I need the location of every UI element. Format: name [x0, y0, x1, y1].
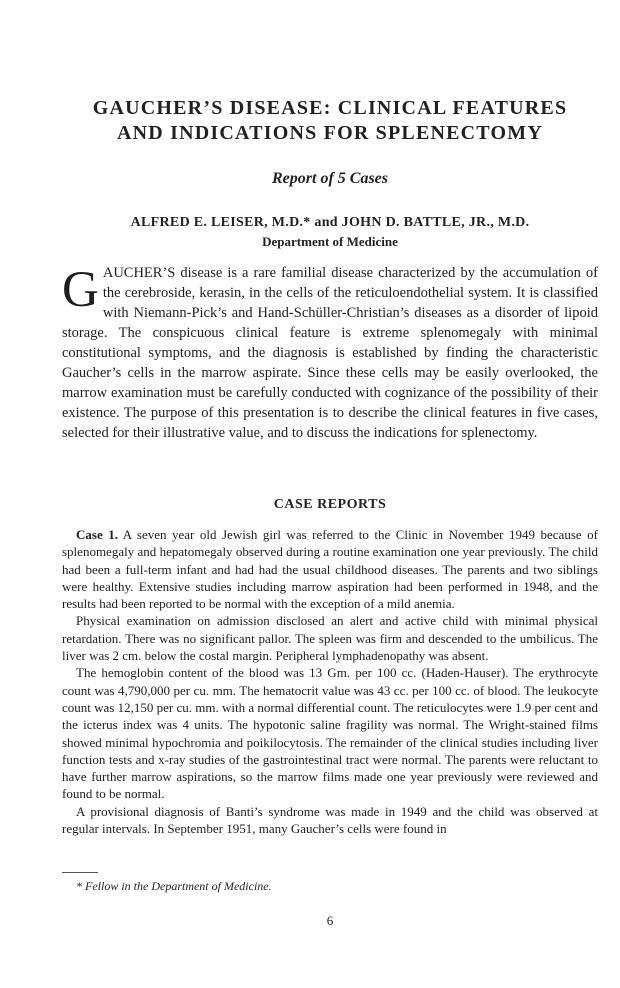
- case-1-text-1: A seven year old Jewish girl was referred to the Clinic in November 1949 because of splenomegaly and hepatomegaly observed during a routine examination one year previously. The child had been a full-term infant and had had the usual childhood diseases. The parents and two siblings were healthy. Extensive studies including marrow aspiration had been performed in 1948, and the results had been reported to be normal with the exception of a mild anemia.: [62, 527, 598, 612]
- case-1-paragraph-3: The hemoglobin content of the blood was 13 Gm. per 100 cc. (Haden-Hauser). The erythrocyte count was 4,790,000 per cu. mm. The hematocrit value was 43 cc. per 100 cc. of blood. The leukocyte count was 12,150 per cu. mm. with a normal differential count. The reticulocytes were 1.9 per cent and the icterus index was 4 units. The hypotonic saline fragility was normal. The Wright-stained films showed minimal hypochromia and poikilocytosis. The remainder of the clinical studies including liver function tests and x-ray studies of the gastrointestinal tract were normal. The parents were reluctant to have further marrow aspirations, so the marrow films made one year previously were reviewed and found to be normal.: [62, 665, 598, 802]
- author-line: ALFRED E. LEISER, M.D.* and JOHN D. BATTLE, JR., M.D.: [130, 215, 530, 230]
- title-line-2: AND INDICATIONS FOR SPLENECTOMY: [117, 122, 543, 144]
- case-1-body: [62, 526, 598, 837]
- case-1-paragraph-1: [62, 526, 598, 612]
- case-1-paragraph-4: A provisional diagnosis of Banti’s syndrome was made in 1949 and the child was observed at regular intervals. In September 1951, many Gaucher’s cells were found in: [62, 803, 598, 837]
- title-line-1: GAUCHER’S DISEASE: CLINICAL FEATURES: [92, 97, 568, 119]
- case-label: Case 1.: [76, 527, 118, 542]
- case-1-paragraph-2: Physical examination on admission disclosed an alert and active child with minimal physical retardation. There was no significant pallor. The spleen was firm and descended to the umbilicus. The liver was 2 cm. below the costal margin. Peripheral lymphadenopathy was absent.: [62, 613, 598, 664]
- page-number: 6: [326, 913, 334, 928]
- intro-text: AUCHER’S disease is a rare familial disease characterized by the accumulation of the cerebroside, kerasin, in the cells of the reticuloendothelial system. It is classified with Niemann-Pick’s and Hand-Schüller-Christian’s diseases as a disorder of lipoid storage. The conspicuous clinical feature is extreme splenomegaly with minimal constitutional symptoms, and the diagnosis is established by finding the characteristic Gaucher’s cells in the marrow aspirate. Since these cells may be easily overlooked, the marrow examination must be carefully conducted with cognizance of the possibility of their existence. The purpose of this presentation is to describe the clinical features in five cases, selected for their illustrative value, and to discuss the indications for splenectomy.: [62, 265, 598, 441]
- department: Department of Medicine: [262, 234, 398, 249]
- article-title: [60, 96, 600, 146]
- section-heading: CASE REPORTS: [273, 497, 387, 512]
- footnote: * Fellow in the Department of Medicine.: [76, 879, 272, 893]
- intro-paragraph: [62, 263, 598, 443]
- article-subtitle: Report of 5 Cases: [272, 170, 388, 187]
- footnote-rule: [62, 872, 98, 873]
- drop-cap: G: [62, 262, 99, 318]
